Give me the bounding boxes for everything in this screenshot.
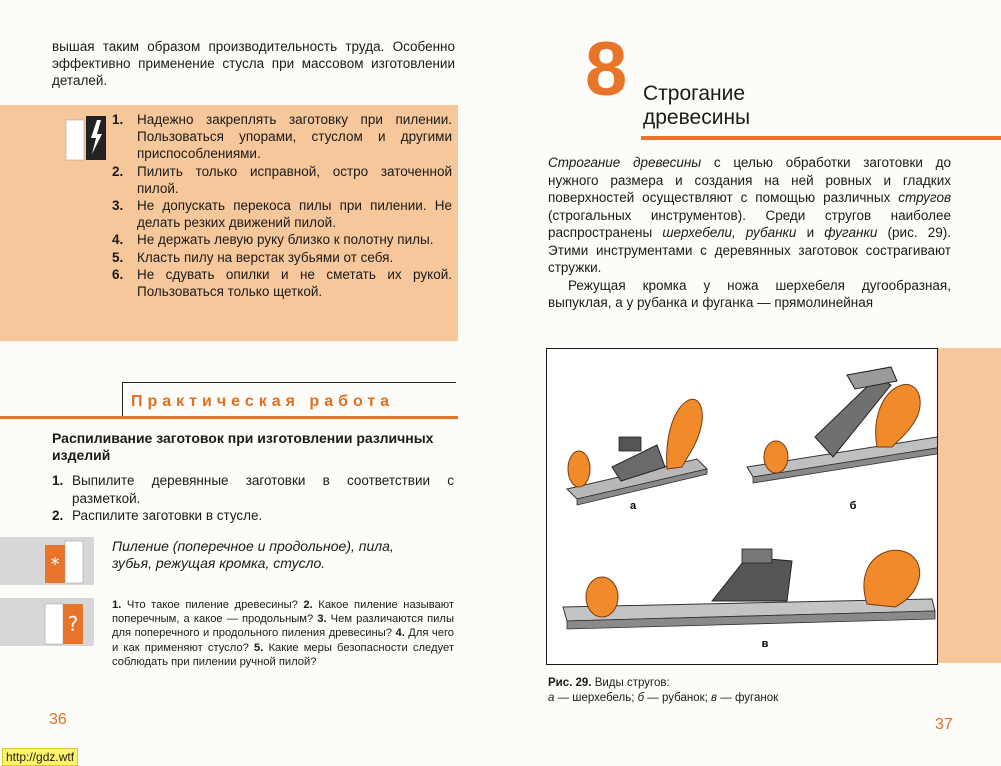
scrub-plane-illustration: [567, 399, 707, 505]
safety-lightning-icon: [64, 112, 110, 162]
list-item: 2. Распилите заготовки в стусле.: [52, 508, 263, 523]
intro-paragraph: вышая таким образом производительность труда. Особенно эффективно применение стусла при массовом изготовлении деталей.: [52, 39, 455, 88]
list-item: 4. Не держать левую руку близко к полотну пилы.: [112, 232, 434, 248]
figure-29-planes: [546, 348, 938, 665]
practical-work-rule: [0, 416, 458, 419]
svg-text:*: *: [50, 554, 60, 575]
key-terms-text: Пиление (поперечное и продольное), пила, зубья, режущая кромка, стусло.: [112, 538, 394, 572]
chapter-title: Строгание древесины: [643, 82, 751, 129]
figure-label-a: а: [629, 500, 637, 512]
list-item: 6. Не сдувать опилки и не сметать их рукой. Пользоваться только щеткой.: [112, 266, 452, 300]
page-number-right: 37: [935, 716, 953, 733]
list-item: 2. Пилить только исправной, остро заточенной пилой.: [112, 163, 452, 196]
list-item: 5. Класть пилу на верстак зубьями от себя.: [112, 249, 394, 265]
safety-rules-list: [112, 111, 452, 300]
figure-side-band: [938, 348, 1001, 663]
jointer-plane-illustration: [563, 549, 935, 629]
watermark-link[interactable]: http://gdz.wtf: [2, 748, 78, 766]
smoothing-plane-illustration: [747, 367, 938, 483]
figure-label-b: б: [849, 500, 857, 512]
review-questions: 1. Что такое пиление древесины? 2. Какое пиление называют поперечным, а какое — продольным? 3. Чем различаются пилы для поперечного и продольного пиления древесины? 4. Для чего и как применяют стусло? 5. Какие меры безопасности следует соблюдать при пилении ручной пилой?: [112, 599, 455, 668]
body-paragraph: Режущая кромка у ножа шерхебеля дугообразная, выпуклая, а у рубанка и фуганка — прямолинейная: [548, 277, 951, 310]
list-item: 3. Не допускать перекоса пилы при пилении. Не делать резких движений пилой.: [112, 198, 452, 231]
question-icon: [43, 600, 87, 646]
chapter-title-rule: [641, 136, 1001, 140]
practical-work-title: Распиливание заготовок при изготовлении различных изделий: [52, 430, 434, 463]
key-terms-asterisk-icon: [43, 539, 87, 585]
chapter-number: 8: [585, 27, 628, 112]
chapter-body: [548, 154, 951, 312]
list-item: 1. Надежно закреплять заготовку при пилении. Пользоваться упорами, стуслом и другими приспособлениями.: [112, 112, 452, 162]
page-number-left: 36: [49, 711, 67, 728]
list-item: 1. Выпилите деревянные заготовки в соответствии с разметкой.: [52, 473, 454, 506]
figure-label-c: в: [761, 638, 769, 650]
body-paragraph: Строгание древесины с целью обработки заготовки до нужного размера и создания на ней ровных и гладких поверхностей осуществляют с помощью различных стругов (строгальных инструментов). Среди стругов наиболее распространены шерхебели, рубанки и фуганки (рис. 29). Этими инструментами с деревянных заготовок сострагивают стружки.: [548, 155, 951, 275]
practical-work-steps: [52, 472, 454, 525]
practical-work-label: Практическая работа: [131, 393, 395, 410]
figure-caption: Рис. 29. Виды стругов: а — шерхебель; б — рубанок; в — фуганок: [548, 677, 779, 704]
svg-text:?: ?: [67, 612, 79, 636]
